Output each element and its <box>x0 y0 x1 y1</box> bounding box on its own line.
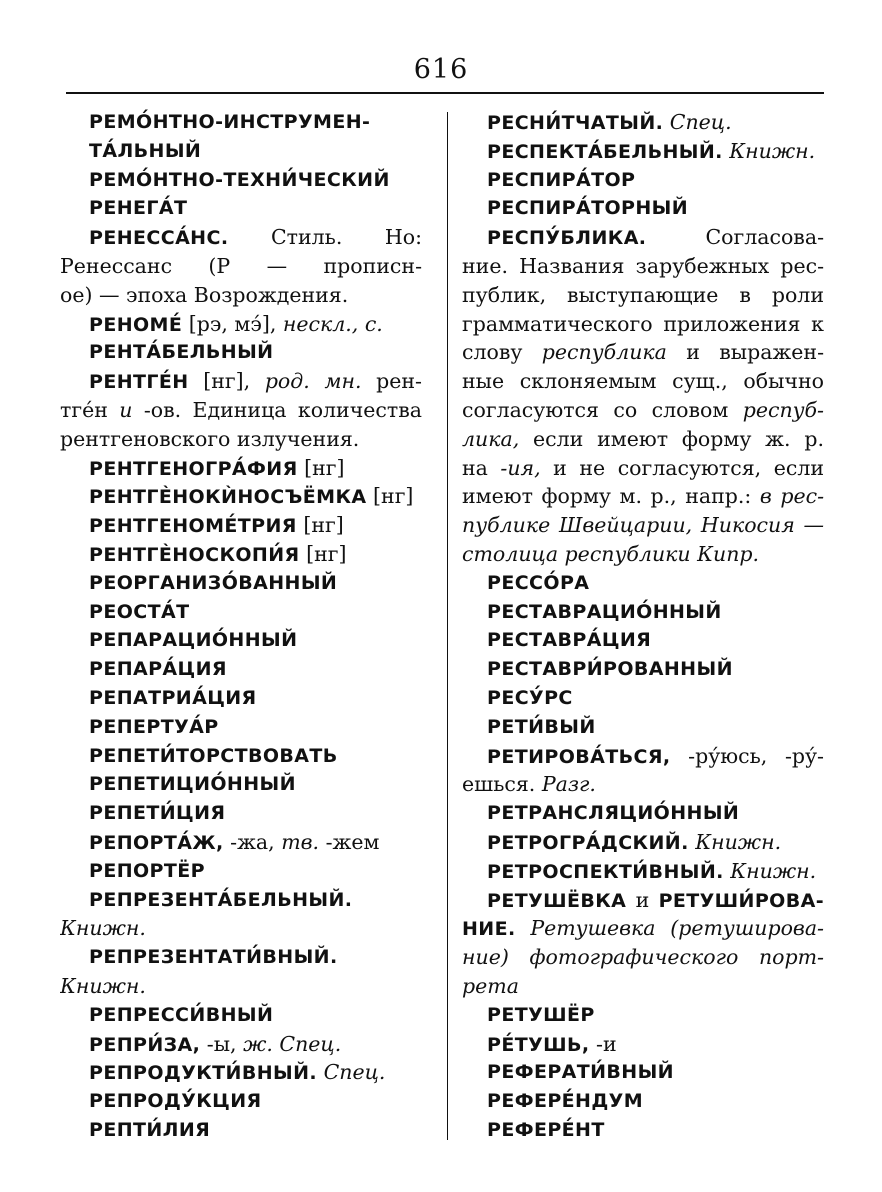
dictionary-entry-line <box>462 482 824 511</box>
dictionary-entry-line <box>462 1030 824 1059</box>
entry-text: -и <box>589 1031 617 1056</box>
right-column <box>462 108 824 1145</box>
page-number: 616 <box>413 54 469 85</box>
entry-label: -ия, <box>500 455 541 480</box>
dictionary-headword: РЕПЕТИЦИО́ННЫЙ <box>89 773 296 796</box>
dictionary-line: ние) фотографического порт- <box>462 945 824 970</box>
dictionary-headword: РЕОРГАНИЗО́ВАННЫЙ <box>89 571 338 594</box>
entry-label: Спец. <box>317 1060 386 1085</box>
dictionary-entry-line <box>462 914 824 943</box>
dictionary-entry-line <box>60 482 422 511</box>
entry-label: Разг. <box>541 772 596 797</box>
dictionary-headword: РЕСПИРА́ТОРНЫЙ <box>487 197 689 220</box>
dictionary-headword: РЕПТИ́ЛИЯ <box>89 1118 211 1141</box>
column-divider <box>447 112 448 1140</box>
entry-text: -ов. Единица количества <box>132 397 422 422</box>
dictionary-headword: РЕНЕГА́Т <box>89 197 188 220</box>
dictionary-headword: РЕМО́НТНО-ИНСТРУМЕН- <box>89 111 371 133</box>
entry-text: и выражен- <box>666 340 824 365</box>
dictionary-headword: РЕПРЕЗЕНТА́БЕЛЬНЫЙ. <box>89 888 353 911</box>
entry-label: род. мн. <box>264 369 362 394</box>
dictionary-entry-line <box>462 770 824 799</box>
entry-headword: РЕ́ТУШЬ, <box>487 1033 590 1056</box>
entry-text: согласуются со словом <box>462 397 743 422</box>
entry-label: и <box>119 397 133 422</box>
dictionary-headword: РЕПЕРТУА́Р <box>89 715 219 738</box>
entry-text: -ы, <box>200 1031 244 1056</box>
entry-headword: РЕНЕССА́НС. <box>89 227 229 250</box>
entry-text: [нг] <box>296 513 344 538</box>
entry-label: ж. Спец. <box>243 1031 342 1056</box>
dictionary-entry-line <box>60 540 422 569</box>
entry-headword: РЕПРИ́ЗА, <box>89 1033 201 1056</box>
dictionary-headword: ТА́ЛЬНЫЙ <box>89 139 202 162</box>
dictionary-entry-line <box>462 886 824 915</box>
dictionary-entry-line <box>462 857 824 886</box>
entry-headword: РЕНТГЀНОКЍНОСЪЁМКА <box>89 486 367 509</box>
dictionary-line: столица республики Кипр. <box>462 541 760 566</box>
entry-headword: РЕНТГЕ́Н <box>89 371 189 394</box>
dictionary-line: публике Швейцарии, Никосия — <box>462 513 824 538</box>
dictionary-entry-line <box>462 742 824 771</box>
entry-label: Книжн. <box>722 138 816 163</box>
dictionary-headword: РЕССО́РА <box>487 571 590 594</box>
entry-text: слову <box>462 340 542 365</box>
dictionary-headword: РЕПАРАЦИО́ННЫЙ <box>89 629 298 652</box>
dictionary-entry-line <box>462 137 824 166</box>
entry-headword: РЕНТГЕНОМЕ́ТРИЯ <box>89 515 297 538</box>
dictionary-entry-line <box>462 396 824 425</box>
entry-headword: РЕТРОГРА́ДСКИЙ. <box>487 831 689 854</box>
dictionary-headword: РЕПРЕССИ́ВНЫЙ <box>89 1003 274 1026</box>
entry-headword: РЕТУШЁВКА <box>487 889 627 912</box>
entry-text: [рэ, мэ́], <box>182 311 283 336</box>
entry-headword: НИЕ. <box>462 918 516 941</box>
dictionary-headword: РЕТУШЁР <box>487 1003 595 1026</box>
dictionary-headword: РЕМО́НТНО-ТЕХНИ́ЧЕСКИЙ <box>89 168 390 191</box>
entry-text: [нг] <box>366 484 414 509</box>
dictionary-entry-line <box>462 108 824 137</box>
dictionary-headword: РЕПОРТЁР <box>89 859 205 882</box>
dictionary-entry-line <box>60 454 422 483</box>
entry-text: если имеют форму ж. р. <box>519 426 824 451</box>
entry-text: и не согласуются, если <box>540 455 824 480</box>
entry-headword: РЕСНИ́ТЧАТЫЙ. <box>487 112 664 134</box>
dictionary-headword: РЕТРАНСЛЯЦИО́ННЫЙ <box>487 802 740 825</box>
entry-text: имеют форму м. р., напр.: <box>462 484 760 509</box>
dictionary-line: рентгеновского излучения. <box>60 426 360 451</box>
entry-label: нескл., с. <box>282 311 383 336</box>
dictionary-line: ные склоняемым сущ., обычно <box>462 369 824 394</box>
entry-headword: РЕТИРОВА́ТЬСЯ, <box>487 745 671 768</box>
dictionary-entry-line <box>60 1058 422 1087</box>
entry-label: респуб- <box>742 397 824 422</box>
entry-headword: РЕНТГЕНОГРА́ФИЯ <box>89 457 298 480</box>
dictionary-entry-line <box>60 511 422 540</box>
entry-text: и <box>626 887 659 912</box>
dictionary-line: Ренессанс (Р — прописн- <box>60 253 422 278</box>
entry-label: лика, <box>462 426 520 451</box>
dictionary-headword: РЕПРОДУ́КЦИЯ <box>89 1090 262 1113</box>
entry-text: тге́н <box>60 397 120 422</box>
entry-text: -жем <box>319 829 380 854</box>
dictionary-line: рета <box>462 973 519 998</box>
entry-text: [нг], <box>188 369 265 394</box>
entry-text: -ру́юсь, -ру́- <box>670 743 824 768</box>
dictionary-headword: РЕПЕТИ́ЦИЯ <box>89 802 226 825</box>
entry-text: рен- <box>361 369 422 394</box>
dictionary-entry-line <box>462 338 824 367</box>
dictionary-entry-line <box>60 396 422 425</box>
entry-headword: РЕНТГЀНОСКОПИ́Я <box>89 543 300 566</box>
dictionary-entry-line <box>60 223 422 252</box>
entry-label: республика <box>541 340 667 365</box>
dictionary-line: ое) — эпоха Возрождения. <box>60 282 349 307</box>
dictionary-headword: РЕФЕРЕ́НДУМ <box>487 1090 644 1113</box>
header-rule <box>66 92 824 94</box>
dictionary-headword: РЕСТАВРАЦИО́ННЫЙ <box>487 600 722 623</box>
entry-headword: РЕПОРТА́Ж, <box>89 831 224 854</box>
dictionary-headword: РЕОСТА́Т <box>89 600 190 623</box>
entry-text: на <box>462 455 501 480</box>
entry-headword: РЕТУШИ́РОВА- <box>658 889 824 912</box>
dictionary-entry-line <box>462 425 824 454</box>
entry-label: Книжн. <box>723 858 817 883</box>
dictionary-entry-line <box>462 828 824 857</box>
entry-text: ешься. <box>462 772 542 797</box>
entry-text: [нг] <box>299 541 347 566</box>
dictionary-headword: РЕФЕРЕ́НТ <box>487 1118 605 1141</box>
entry-headword: РЕНОМЕ́ <box>89 313 183 336</box>
entry-headword: РЕСПУ́БЛИКА. <box>487 227 647 250</box>
dictionary-headword: РЕПЕТИ́ТОРСТВОВАТЬ <box>89 744 338 767</box>
dictionary-headword: РЕТИ́ВЫЙ <box>487 715 596 738</box>
entry-label: Ретушевка (ретуширова- <box>515 916 824 941</box>
entry-headword: РЕПРОДУКТИ́ВНЫЙ. <box>89 1062 318 1085</box>
dictionary-headword: РЕПАТРИА́ЦИЯ <box>89 686 257 709</box>
entry-label: в рес- <box>759 484 824 509</box>
dictionary-headword: РЕПРЕЗЕНТАТИ́ВНЫЙ. <box>89 946 338 969</box>
dictionary-entry-line <box>60 828 422 857</box>
dictionary-headword: РЕФЕРАТИ́ВНЫЙ <box>487 1061 674 1084</box>
dictionary-entry-line <box>60 1030 422 1059</box>
dictionary-headword: РЕСПИРА́ТОР <box>487 168 636 191</box>
dictionary-headword: РЕСТАВРИ́РОВАННЫЙ <box>487 658 733 681</box>
entry-text: Согласова- <box>646 225 824 250</box>
entry-text: Стиль. Но: <box>228 225 422 250</box>
entry-headword: РЕТРОСПЕКТИ́ВНЫЙ. <box>487 860 724 883</box>
dictionary-headword: РЕСТАВРА́ЦИЯ <box>487 629 652 652</box>
dictionary-entry-line <box>60 310 422 339</box>
dictionary-entry-line <box>462 454 824 483</box>
dictionary-line: публик, выступающие в роли <box>462 282 824 307</box>
entry-headword: РЕСПЕКТА́БЕЛЬНЫЙ. <box>487 140 723 163</box>
entry-text: [нг] <box>297 455 345 480</box>
dictionary-line: Книжн. <box>60 916 146 941</box>
dictionary-line: Книжн. <box>60 973 146 998</box>
dictionary-entry-line <box>60 367 422 396</box>
dictionary-line: грамматического приложения к <box>462 311 824 336</box>
entry-label: Спец. <box>663 110 732 134</box>
entry-label: тв. <box>281 829 320 854</box>
dictionary-line: ние. Названия зарубежных рес- <box>462 253 824 278</box>
entry-label: Книжн. <box>688 829 782 854</box>
left-column <box>60 108 422 1145</box>
entry-text: -жа, <box>223 829 282 854</box>
dictionary-headword: РЕСУ́РС <box>487 686 573 709</box>
dictionary-headword: РЕПАРА́ЦИЯ <box>89 658 227 681</box>
dictionary-entry-line <box>462 223 824 252</box>
dictionary-headword: РЕНТА́БЕЛЬНЫЙ <box>89 341 274 364</box>
